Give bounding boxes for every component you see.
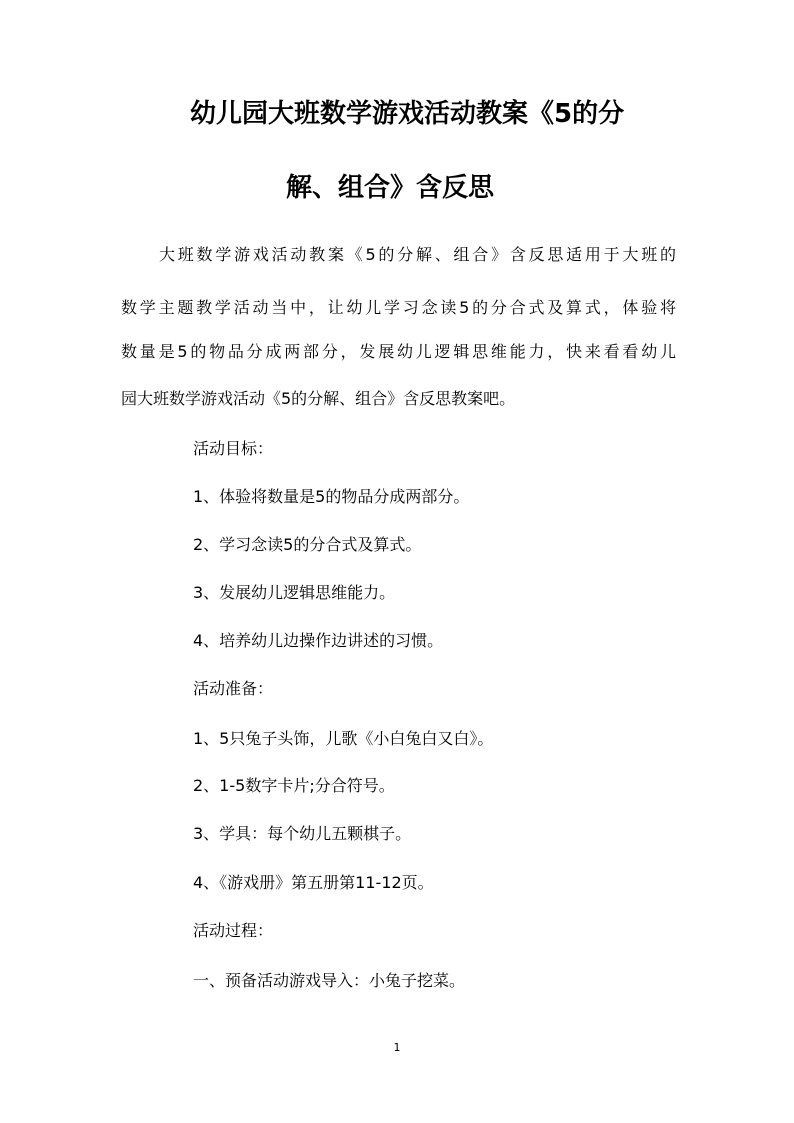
preparation-heading: 活动准备：	[193, 679, 274, 698]
goal-item: 3、发展幼儿逻辑思维能力。	[193, 583, 396, 602]
document-title-line-1: 幼儿园大班数学游戏活动教案《5的分	[190, 99, 625, 129]
goal-item: 2、学习念读5的分合式及算式。	[193, 535, 422, 554]
preparation-item: 3、学具：每个幼儿五颗棋子。	[193, 824, 412, 843]
goal-item: 4、培养幼儿边操作边讲述的习惯。	[193, 631, 444, 650]
preparation-item: 1、5只兔子头饰，儿歌《小白兔白又白》。	[193, 729, 494, 748]
intro-paragraph-line: 数量是5的物品分成两部分，发展幼儿逻辑思维能力，快来看看幼儿	[121, 342, 676, 361]
intro-paragraph-line: 园大班数学游戏活动《5的分解、组合》含反思教案吧。	[121, 389, 516, 408]
preparation-item: 2、1-5数字卡片;分合符号。	[193, 776, 395, 795]
page-number: 1	[393, 1041, 401, 1054]
intro-paragraph-line: 数学主题教学活动当中，让幼儿学习念读5的分合式及算式，体验将	[121, 298, 676, 317]
document-title-line-2: 解、组合》含反思	[286, 173, 495, 203]
preparation-item: 4、《游戏册》第五册第11-12页。	[193, 873, 434, 892]
process-heading: 活动过程：	[193, 921, 274, 940]
goal-item: 1、体验将数量是5的物品分成两部分。	[193, 487, 470, 506]
process-item: 一、预备活动游戏导入：小兔子挖菜。	[193, 971, 466, 990]
intro-paragraph-line: 大班数学游戏活动教案《5的分解、组合》含反思适用于大班的	[159, 245, 676, 264]
goals-heading: 活动目标：	[193, 439, 274, 458]
